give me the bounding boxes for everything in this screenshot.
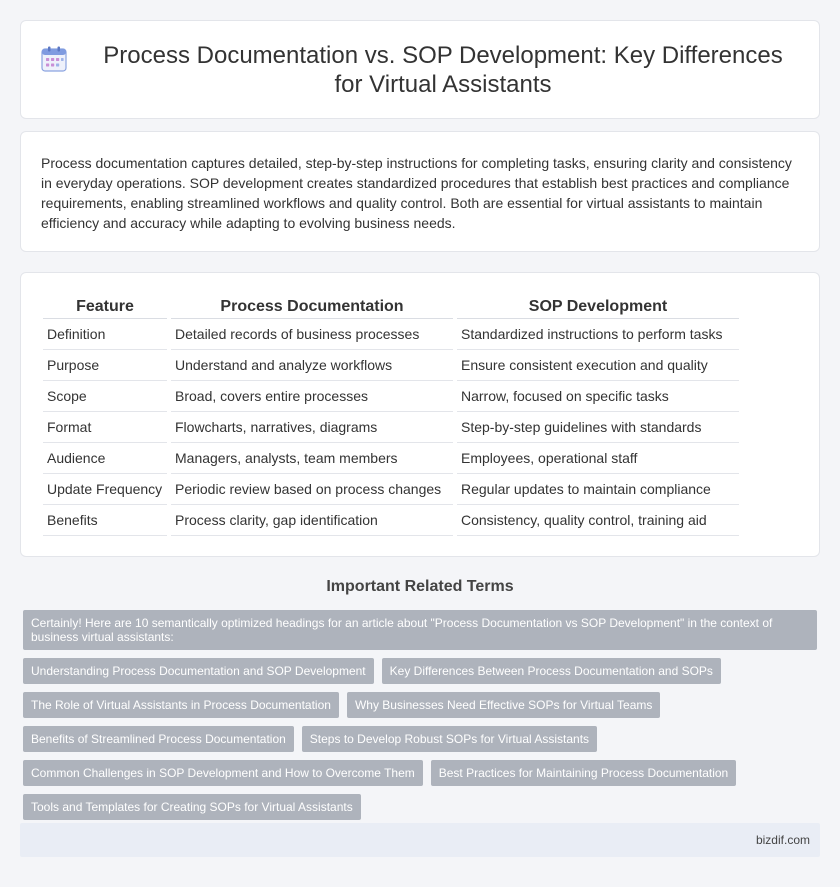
footer [20, 823, 820, 857]
table-cell: Purpose [43, 350, 167, 381]
table-cell: Ensure consistent execution and quality [457, 350, 739, 381]
related-terms-heading: Important Related Terms [326, 578, 514, 595]
related-term-tag[interactable]: Certainly! Here are 10 semantically optimized headings for an article about "Process Documentation vs SOP Development" in the context of business virtual assistants: [23, 610, 817, 650]
column-header-process-documentation: Process Documentation [171, 295, 453, 319]
table-cell: Update Frequency [43, 474, 167, 505]
table-cell: Scope [43, 381, 167, 412]
related-term-tag[interactable]: Key Differences Between Process Documentation and SOPs [382, 658, 721, 684]
related-terms-list [23, 610, 818, 820]
table-row [43, 350, 739, 381]
table-cell: Standardized instructions to perform tasks [457, 319, 739, 350]
table-cell: Narrow, focused on specific tasks [457, 381, 739, 412]
table-cell: Managers, analysts, team members [171, 443, 453, 474]
table-row [43, 474, 739, 505]
table-cell: Flowcharts, narratives, diagrams [171, 412, 453, 443]
comparison-table [39, 295, 743, 536]
column-header-sop-development: SOP Development [457, 295, 739, 319]
table-cell: Understand and analyze workflows [171, 350, 453, 381]
table-cell: Format [43, 412, 167, 443]
table-cell: Employees, operational staff [457, 443, 739, 474]
related-term-tag[interactable]: The Role of Virtual Assistants in Process Documentation [23, 692, 339, 718]
header-card [20, 20, 820, 119]
table-cell: Process clarity, gap identification [171, 505, 453, 536]
table-row [43, 443, 739, 474]
table-header-row [43, 295, 739, 319]
table-cell: Audience [43, 443, 167, 474]
table-cell: Consistency, quality control, training aid [457, 505, 739, 536]
related-term-tag[interactable]: Benefits of Streamlined Process Documentation [23, 726, 294, 752]
table-row [43, 319, 739, 350]
page-title: Process Documentation vs. SOP Development: Key Differences for Virtual Assistants [103, 41, 783, 98]
table-cell: Step-by-step guidelines with standards [457, 412, 739, 443]
intro-card [20, 131, 820, 252]
related-term-tag[interactable]: Understanding Process Documentation and SOP Development [23, 658, 374, 684]
intro-paragraph: Process documentation captures detailed, step-by-step instructions for completing tasks, ensuring clarity and consistency in everyday operations. SOP development creates standardized procedures that establish best practices and compliance requirements, enabling streamlined workflows and quality control. Both are essential for virtual assistants to maintain efficiency and accuracy while adapting to evolving business needs. [41, 155, 792, 231]
footer-site-name[interactable]: bizdif.com [755, 833, 810, 847]
calendar-icon [40, 45, 68, 73]
related-term-tag[interactable]: Common Challenges in SOP Development and How to Overcome Them [23, 760, 423, 786]
related-term-tag[interactable]: Steps to Develop Robust SOPs for Virtual Assistants [302, 726, 597, 752]
comparison-card [20, 272, 820, 557]
header [40, 41, 800, 99]
table-cell: Benefits [43, 505, 167, 536]
column-header-feature: Feature [43, 295, 167, 319]
table-row [43, 412, 739, 443]
related-term-tag[interactable]: Best Practices for Maintaining Process Documentation [431, 760, 736, 786]
table-row [43, 505, 739, 536]
table-cell: Detailed records of business processes [171, 319, 453, 350]
table-cell: Definition [43, 319, 167, 350]
table-row [43, 381, 739, 412]
related-term-tag[interactable]: Tools and Templates for Creating SOPs for Virtual Assistants [23, 794, 361, 820]
related-term-tag[interactable]: Why Businesses Need Effective SOPs for Virtual Teams [347, 692, 660, 718]
table-cell: Periodic review based on process changes [171, 474, 453, 505]
table-cell: Regular updates to maintain compliance [457, 474, 739, 505]
table-cell: Broad, covers entire processes [171, 381, 453, 412]
